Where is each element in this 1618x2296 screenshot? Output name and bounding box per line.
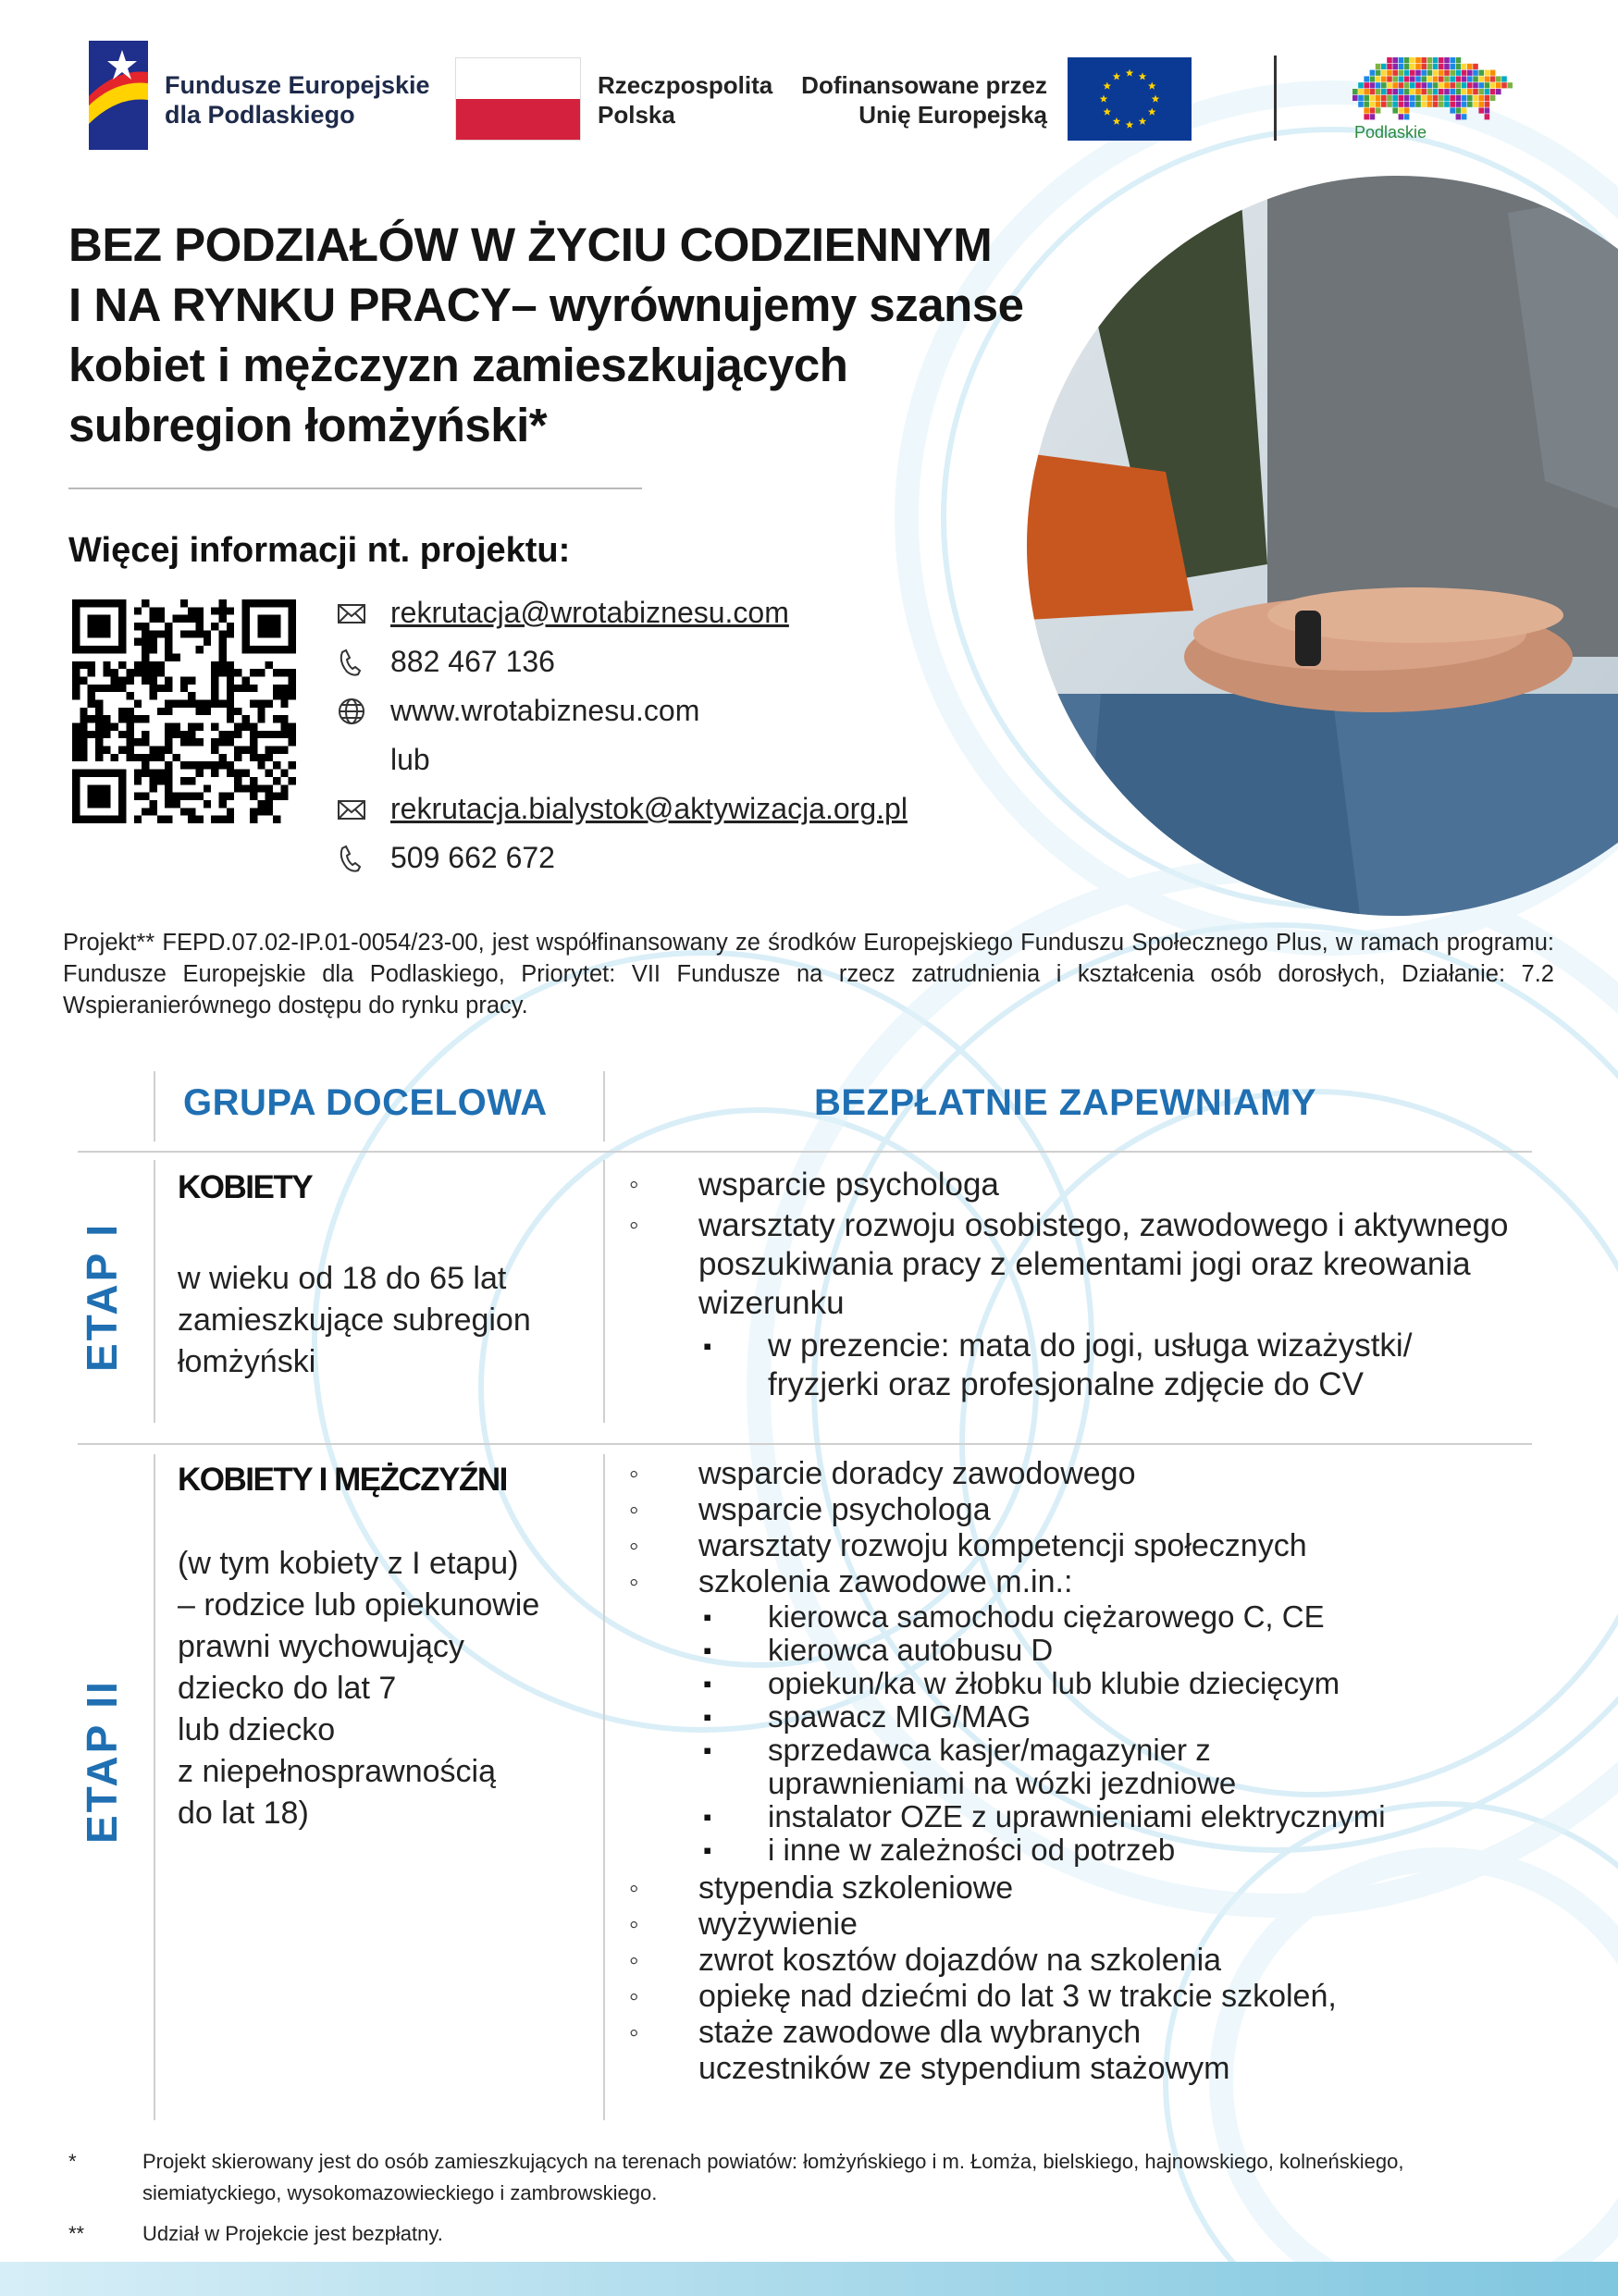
logo-divider — [1274, 56, 1277, 141]
rp-logo-text: Rzeczpospolita Polska — [598, 71, 773, 129]
contact-phone-1 — [333, 637, 1036, 686]
stage-2-label: ETAP II — [78, 1679, 126, 1844]
list-item: ▪ w prezencie: mata do jogi, usługa wizażystki/ fryzjerki oraz profesjonalne zdjęcie do CV — [629, 1327, 1517, 1404]
table-divider — [78, 1151, 1532, 1153]
footer-bar — [0, 2262, 1618, 2296]
list-item: ◦ wsparcie psychologa — [629, 1166, 1517, 1204]
list-item: ◦ stypendia szkoleniowe — [629, 1870, 1517, 1907]
eu-cofinance-text: Dofinansowane przez Unię Europejską — [801, 71, 1047, 129]
stage-1-group-title: KOBIETY — [178, 1169, 313, 1205]
mail-icon — [333, 595, 370, 632]
qr-code[interactable] — [72, 599, 296, 823]
table-divider — [154, 1071, 155, 1142]
footnote-1: * Projekt skierowany jest do osób zamieszkujących na terenach powiatów: łomżyńskiego i m. Łomża, bielskiego, hajnowskiego, kolneńskiego, siemiatyckiego, wysokomazowieckiego i zambrowskiego. — [68, 2150, 1404, 2204]
stage-1-benefits — [629, 1166, 1517, 1404]
contact-phone-2 — [333, 833, 1036, 883]
contact-or — [333, 735, 1036, 784]
stage-1-group-desc: w wieku od 18 do 65 lat zamieszkujące subregion łomżyński — [178, 1261, 531, 1379]
phone-icon — [333, 644, 370, 681]
list-item: ◦ wsparcie doradcy zawodowego — [629, 1456, 1517, 1492]
table-divider — [78, 1443, 1532, 1445]
list-item: ▪ sprzedawca kasjer/magazynier z uprawnieniami na wózki jezdniowe — [629, 1734, 1517, 1800]
stage-2-benefits — [629, 1456, 1517, 2087]
phone-number-1[interactable]: 882 467 136 — [390, 645, 555, 678]
phone-number-2[interactable]: 509 662 672 — [390, 841, 555, 874]
list-item: ▪ instalator OZE z uprawnieniami elektrycznymi — [629, 1800, 1517, 1833]
list-item: ◦ warsztaty rozwoju kompetencji społecznych — [629, 1528, 1517, 1564]
list-item: ◦ staże zawodowe dla wybranych uczestników ze stypendium stażowym — [629, 2015, 1517, 2087]
list-item: ◦ opiekę nad dziećmi do lat 3 w trakcie szkoleń, — [629, 1979, 1517, 2015]
stage-1-label: ETAP I — [78, 1222, 126, 1372]
page-title: BEZ PODZIAŁÓW W ŻYCIU CODZIENNYM I NA RYNKU PRACY– wyrównujemy szanse kobiet i mężczyzn zamieszkujących subregion łomżyński* — [68, 218, 1024, 451]
phone-icon — [333, 840, 370, 877]
list-item: ▪ spawacz MIG/MAG — [629, 1700, 1517, 1734]
podlaskie-label: Podlaskie — [1354, 123, 1427, 142]
list-item: ▪ opiekun/ka w żłobku lub klubie dziecięcym — [629, 1667, 1517, 1700]
list-item: ◦ wsparcie psychologa — [629, 1492, 1517, 1528]
header-we-provide: BEZPŁATNIE ZAPEWNIAMY — [814, 1082, 1317, 1123]
mail-icon — [333, 791, 370, 828]
list-item: ◦ warsztaty rozwoju osobistego, zawodowego i aktywnego poszukiwania pracy z elementami jogi oraz kreowania wizerunku — [629, 1206, 1517, 1323]
list-item: ▪ kierowca autobusu D — [629, 1634, 1517, 1667]
stage-2-group-title: KOBIETY I MĘŻCZYŹNI — [178, 1462, 507, 1498]
table-divider — [154, 1454, 155, 2120]
team-hands-photo — [1027, 176, 1618, 916]
info-heading: Więcej informacji nt. projektu: — [68, 531, 571, 570]
email-link-wrotabiznesu[interactable]: rekrutacja@wrotabiznesu.com — [390, 596, 789, 629]
fe-logo-icon — [89, 41, 148, 150]
or-label: lub — [390, 743, 430, 776]
footnote-2: ** Udział w Projekcie jest bezpłatny. — [68, 2222, 443, 2245]
table-divider — [603, 1071, 605, 1142]
title-divider — [68, 488, 642, 489]
eu-flag-icon — [1068, 57, 1192, 141]
list-item: ◦ wyżywienie — [629, 1907, 1517, 1943]
website-link[interactable]: www.wrotabiznesu.com — [390, 694, 700, 727]
footnotes — [68, 2146, 1512, 2250]
contact-list — [333, 588, 1036, 883]
table-divider — [603, 1160, 605, 1423]
list-item: ▪ kierowca samochodu ciężarowego C, CE — [629, 1600, 1517, 1634]
table-divider — [603, 1454, 605, 2120]
list-item: ◦ szkolenia zawodowe m.in.: — [629, 1564, 1517, 1600]
header-target-group: GRUPA DOCELOWA — [183, 1082, 548, 1123]
polish-flag-icon — [455, 57, 581, 141]
stage-2-group-desc: (w tym kobiety z I etapu) – rodzice lub opiekunowie prawni wychowujący dziecko do lat 7 lub dziecko z niepełnosprawnością do lat 18) — [178, 1546, 540, 1831]
list-item: ◦ zwrot kosztów dojazdów na szkolenia — [629, 1943, 1517, 1979]
table-divider — [154, 1160, 155, 1423]
project-note: Projekt** FEPD.07.02-IP.01-0054/23-00, jest współfinansowany ze środków Europejskiego Funduszu Społecznego Plus, w ramach programu: Fundusze Europejskie dla Podlaskiego, Priorytet: VII Fundusze na rzecz zatrudnienia i kształcenia osób dorosłych, Działanie: 7.2 Wspieranierównego dostępu do rynku pracy. — [63, 930, 1554, 1018]
fe-logo-text: Fundusze Europejskie dla Podlaskiego — [165, 71, 430, 129]
contact-website — [333, 686, 1036, 735]
globe-icon — [333, 693, 370, 730]
email-link-aktywizacja[interactable]: rekrutacja.bialystok@aktywizacja.org.pl — [390, 792, 908, 825]
contact-email-2 — [333, 784, 1036, 833]
contact-email-1 — [333, 588, 1036, 637]
list-item: ▪ i inne w zależności od potrzeb — [629, 1833, 1517, 1867]
